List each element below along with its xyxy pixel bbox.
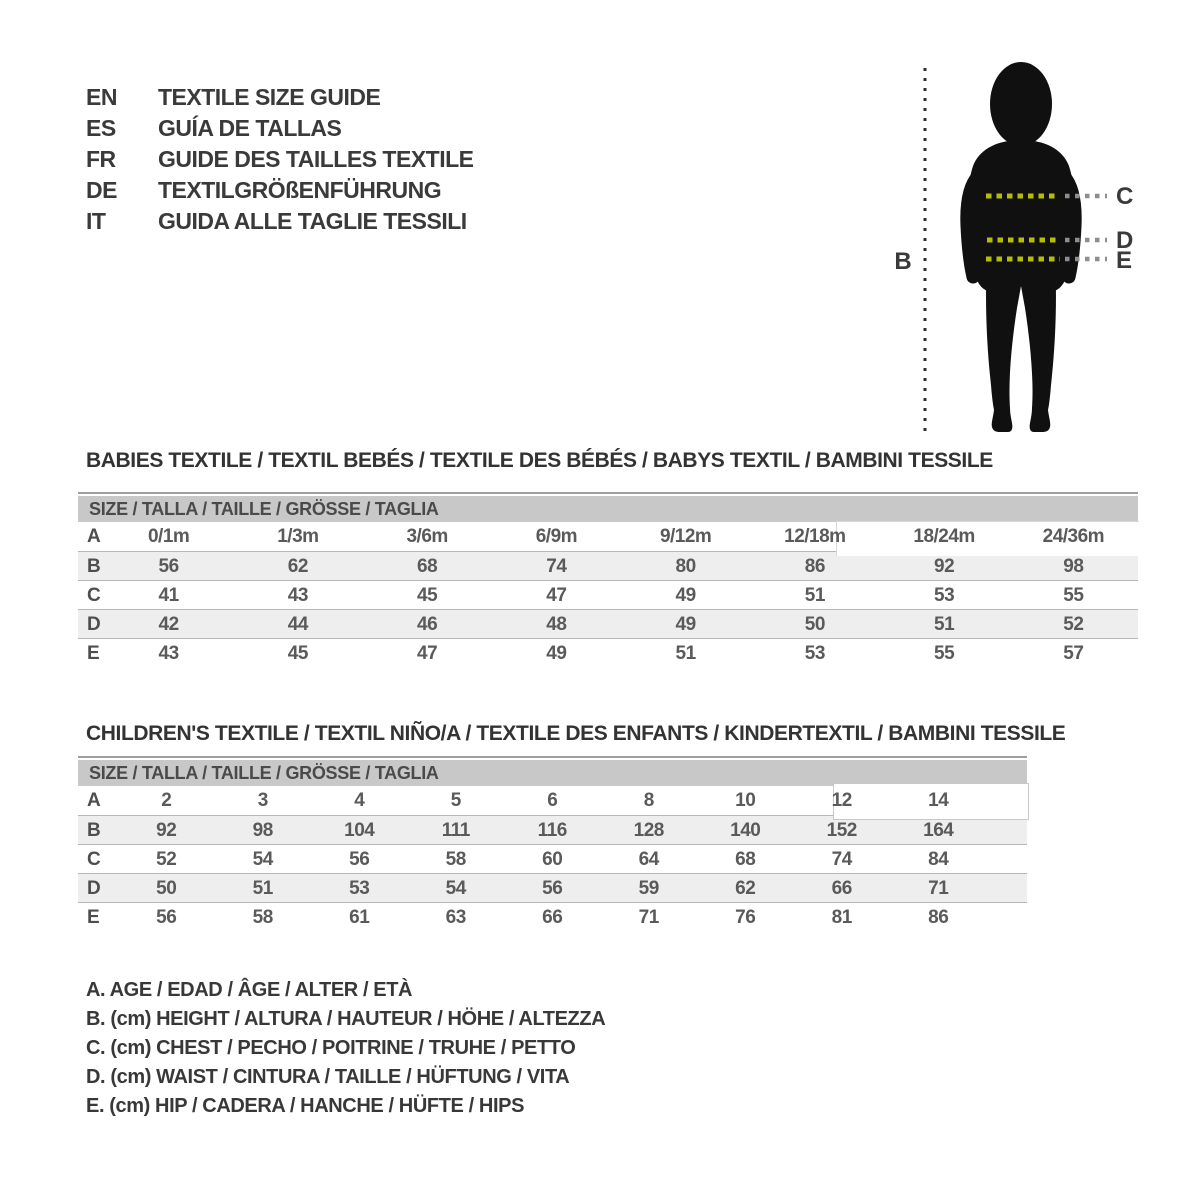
table-cell: 58 <box>445 849 466 870</box>
table-cell: 58 <box>252 907 273 928</box>
table-cell: 0/1m <box>147 526 190 547</box>
height-letter-label: B <box>894 248 912 275</box>
table-cell: 54 <box>252 849 273 870</box>
table-cell: 152 <box>826 820 857 841</box>
table-row-C <box>78 580 1138 609</box>
babies-size-table <box>78 492 1138 667</box>
language-code: IT <box>86 208 106 234</box>
children-size-table <box>78 756 1027 931</box>
language-title: TEXTILE SIZE GUIDE <box>158 84 381 110</box>
table-cell: 8 <box>643 790 654 811</box>
language-row-de <box>86 175 474 206</box>
table-cell: 50 <box>804 614 825 635</box>
table-cell: 56 <box>542 878 563 899</box>
table-cell: 57 <box>1063 643 1084 664</box>
table-cell: 53 <box>804 643 825 664</box>
table-cell: 46 <box>417 614 438 635</box>
table-cell: 111 <box>441 820 470 841</box>
language-title: GUIDE DES TAILLES TEXTILE <box>158 146 474 172</box>
language-row-fr <box>86 144 474 175</box>
table-cell: 5 <box>450 790 461 811</box>
row-label: D <box>87 614 101 635</box>
table-cell: 52 <box>1063 614 1084 635</box>
table-cell: 12/18m <box>784 526 846 547</box>
table-cell: 3 <box>257 790 268 811</box>
table-cell: 86 <box>928 907 949 928</box>
table-cell: 55 <box>934 643 955 664</box>
language-code: EN <box>86 84 117 110</box>
table-cell: 10 <box>735 790 756 811</box>
children-section-heading: CHILDREN'S TEXTILE / TEXTIL NIÑO/A / TEXTILE DES ENFANTS / KINDERTEXTIL / BAMBINI TESSILE <box>86 722 1066 745</box>
language-row-it <box>86 206 474 237</box>
table-cell: 71 <box>928 878 949 899</box>
table-cell: 128 <box>633 820 664 841</box>
table-cell: 51 <box>675 643 696 664</box>
table-cell: 6/9m <box>535 526 578 547</box>
table-row-C <box>78 844 1027 873</box>
table-row-D <box>78 873 1027 902</box>
language-row-es <box>86 113 474 144</box>
table-cell: 62 <box>287 556 308 577</box>
table-cell: 50 <box>156 878 177 899</box>
table-cell: 43 <box>158 643 179 664</box>
table-row-A <box>78 522 1138 551</box>
measurement-legend <box>86 976 605 1121</box>
table-cell: 47 <box>546 585 567 606</box>
language-row-en <box>86 82 474 113</box>
table-cell: 51 <box>934 614 955 635</box>
table-cell: 66 <box>831 878 852 899</box>
legend-age: A. AGE / EDAD / ÂGE / ALTER / ETÀ <box>86 979 413 1001</box>
row-label: E <box>87 907 100 928</box>
language-title: TEXTILGRÖßENFÜHRUNG <box>158 177 442 203</box>
table-cell: 56 <box>156 907 177 928</box>
table-cell: 98 <box>1063 556 1084 577</box>
chest-letter-label: C <box>1116 183 1134 210</box>
language-title: GUÍA DE TALLAS <box>158 115 342 141</box>
table-cell: 49 <box>546 643 567 664</box>
table-cell: 4 <box>354 790 365 811</box>
row-label: A <box>87 790 101 811</box>
table-cell: 62 <box>735 878 756 899</box>
table-cell: 2 <box>161 790 172 811</box>
table-cell: 116 <box>537 820 567 841</box>
table-cell: 51 <box>252 878 273 899</box>
table-cell: 84 <box>928 849 949 870</box>
table-cell: 44 <box>287 614 308 635</box>
row-label: C <box>87 585 101 606</box>
table-cell: 53 <box>934 585 955 606</box>
table-cell: 49 <box>675 585 696 606</box>
table-cell: 98 <box>252 820 273 841</box>
table-cell: 63 <box>445 907 466 928</box>
table-cell: 24/36m <box>1042 526 1105 547</box>
language-title: GUIDA ALLE TAGLIE TESSILI <box>158 208 467 234</box>
table-row-A <box>78 786 1027 815</box>
table-row-E <box>78 902 1027 931</box>
table-cell: 56 <box>158 556 179 577</box>
legend-chest: C. (cm) CHEST / PECHO / POITRINE / TRUHE / PETTO <box>86 1037 576 1059</box>
table-row-B <box>78 551 1138 580</box>
table-cell: 68 <box>417 556 438 577</box>
table-cell: 12 <box>831 790 852 811</box>
table-cell: 140 <box>730 820 761 841</box>
table-cell: 61 <box>349 907 370 928</box>
table-cell: 9/12m <box>659 526 712 547</box>
table-cell: 3/6m <box>406 526 448 547</box>
table-cell: 45 <box>417 585 438 606</box>
table-cell: 59 <box>638 878 659 899</box>
waist-letter-label: D <box>1116 227 1134 254</box>
row-label: B <box>87 556 101 577</box>
language-list <box>86 82 474 237</box>
legend-height: B. (cm) HEIGHT / ALTURA / HAUTEUR / HÖHE / ALTEZZA <box>86 1008 606 1030</box>
legend-waist: D. (cm) WAIST / CINTURA / TAILLE / HÜFTUNG / VITA <box>86 1066 570 1088</box>
language-code: DE <box>86 177 117 203</box>
table-cell: 66 <box>542 907 563 928</box>
size-table-header: SIZE / TALLA / TAILLE / GRÖSSE / TAGLIA <box>78 760 1027 786</box>
table-cell: 80 <box>675 556 696 577</box>
table-cell: 76 <box>735 907 756 928</box>
measurement-figure <box>860 40 1170 450</box>
table-cell: 51 <box>804 585 825 606</box>
table-cell: 71 <box>638 907 659 928</box>
table-cell: 92 <box>934 556 955 577</box>
table-cell: 18/24m <box>913 526 975 547</box>
table-cell: 104 <box>344 820 375 841</box>
table-cell: 60 <box>542 849 563 870</box>
table-cell: 42 <box>158 614 179 635</box>
table-cell: 45 <box>287 643 308 664</box>
table-cell: 56 <box>349 849 370 870</box>
table-cell: 68 <box>735 849 756 870</box>
table-cell: 41 <box>158 585 179 606</box>
row-label: E <box>87 643 100 664</box>
language-code: ES <box>86 115 116 141</box>
table-cell: 43 <box>287 585 308 606</box>
table-cell: 55 <box>1063 585 1084 606</box>
table-cell: 52 <box>156 849 177 870</box>
child-body-shape <box>967 62 1076 432</box>
table-cell: 86 <box>804 556 825 577</box>
table-cell: 54 <box>445 878 466 899</box>
table-cell: 6 <box>547 790 558 811</box>
child-silhouette-icon <box>860 40 1170 450</box>
language-code: FR <box>86 146 116 172</box>
table-cell: 164 <box>923 820 954 841</box>
table-cell: 14 <box>928 790 949 811</box>
table-cell: 48 <box>546 614 567 635</box>
table-cell: 47 <box>417 643 438 664</box>
table-cell: 92 <box>156 820 177 841</box>
size-table-header: SIZE / TALLA / TAILLE / GRÖSSE / TAGLIA <box>78 496 1138 522</box>
table-cell: 64 <box>638 849 659 870</box>
legend-hip: E. (cm) HIP / CADERA / HANCHE / HÜFTE / HIPS <box>86 1095 525 1117</box>
table-row-E <box>78 638 1138 667</box>
row-label: C <box>87 849 101 870</box>
table-cell: 74 <box>546 556 567 577</box>
table-cell: 49 <box>675 614 696 635</box>
babies-section-heading: BABIES TEXTILE / TEXTIL BEBÉS / TEXTILE DES BÉBÉS / BABYS TEXTIL / BAMBINI TESSILE <box>86 449 993 472</box>
table-row-B <box>78 815 1027 844</box>
row-label: B <box>87 820 101 841</box>
table-cell: 53 <box>349 878 370 899</box>
table-row-D <box>78 609 1138 638</box>
row-label: D <box>87 878 101 899</box>
row-label: A <box>87 526 101 547</box>
table-cell: 74 <box>831 849 852 870</box>
hip-letter-label: E <box>1116 247 1133 274</box>
table-cell: 81 <box>831 907 852 928</box>
table-cell: 1/3m <box>277 526 319 547</box>
